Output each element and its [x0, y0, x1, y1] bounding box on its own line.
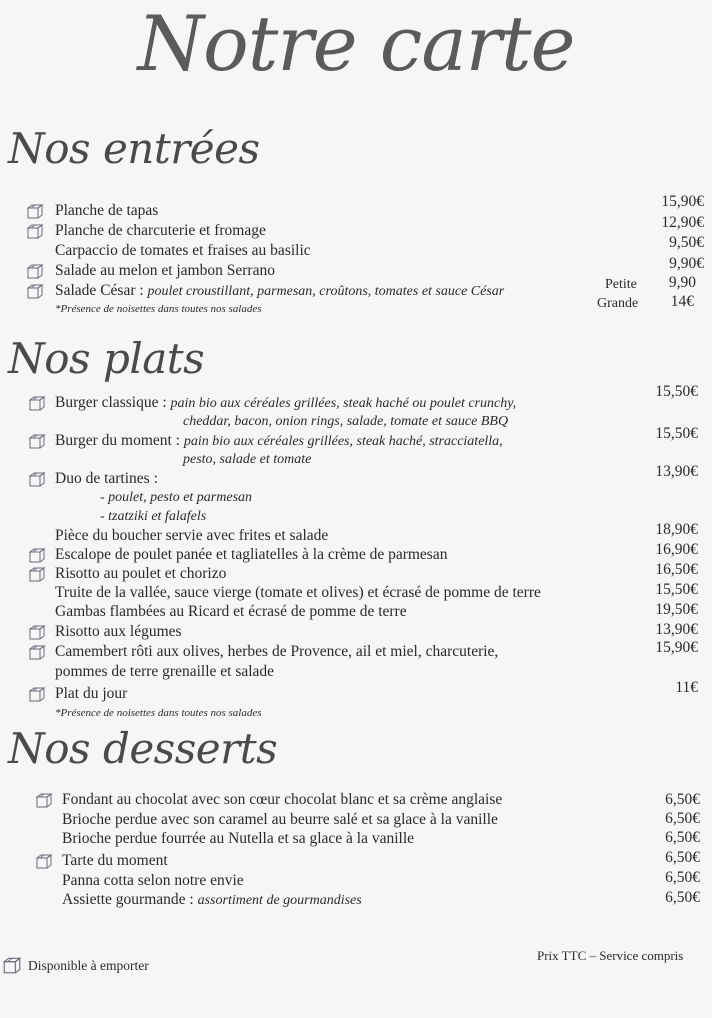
menu-item — [0, 642, 712, 662]
menu-item-name: Tarte du moment — [62, 852, 168, 869]
menu-item-price: 11€ — [675, 679, 698, 696]
menu-item-name: Plat du jour — [55, 685, 128, 702]
menu-item-description: pain bio aux céréales grillées, steak haché, stracciatella, — [183, 434, 503, 449]
menu-item — [0, 545, 712, 565]
menu-item-name: Risotto aux légumes — [55, 623, 182, 640]
menu-item-name: Salade au melon et jambon Serrano — [55, 262, 275, 279]
menu-item-price: 9,90€ — [669, 255, 704, 272]
menu-item-price: 15,50€ — [655, 425, 698, 442]
menu-item-price: 12,90€ — [661, 214, 704, 231]
size-price: 9,90 — [668, 274, 696, 291]
menu-item-name: Brioche perdue fourrée au Nutella et sa glace à la vanille — [62, 830, 415, 847]
menu-item-name: Camembert rôti aux olives, herbes de Provence, ail et miel, charcuterie, — [55, 643, 499, 660]
menu-item-price: 19,50€ — [655, 601, 698, 618]
menu-item-price: 9,50€ — [669, 234, 704, 251]
menu-item — [0, 564, 712, 584]
menu-item — [0, 790, 712, 810]
menu-item — [0, 526, 712, 546]
takeaway-box-icon — [26, 263, 44, 279]
takeaway-box-icon — [35, 853, 53, 869]
takeaway-box-icon — [2, 956, 22, 974]
menu-item-name: Gambas flambées au Ricard et écrasé de pomme de terre — [55, 603, 407, 620]
takeaway-box-icon — [26, 223, 44, 239]
takeaway-box-icon — [28, 433, 46, 449]
menu-item — [0, 684, 712, 704]
menu-item-name: Duo de tartines : — [55, 470, 158, 487]
menu-item-name: Panna cotta selon notre envie — [62, 872, 244, 889]
menu-item-name: pommes de terre grenaille et salade — [55, 663, 275, 680]
menu-item-price: 6,50€ — [665, 829, 700, 846]
menu-item — [0, 622, 712, 642]
menu-item — [0, 871, 712, 891]
menu-item-name: Escalope de poulet panée et tagliatelles à la crème de parmesan — [55, 546, 448, 563]
takeaway-box-icon — [28, 547, 46, 563]
menu-item-description: pain bio aux céréales grillées, steak haché ou poulet crunchy, — [170, 396, 517, 411]
takeaway-box-icon — [28, 644, 46, 660]
menu-item-name: Risotto au poulet et chorizo — [55, 565, 227, 582]
takeaway-box-icon — [28, 566, 46, 582]
section-title-plats: Nos plats — [8, 334, 205, 383]
section-title-entrees: Nos entrées — [8, 124, 260, 173]
menu-item — [0, 393, 712, 413]
allergen-note: *Présence de noisettes dans toutes nos salades — [55, 707, 262, 719]
menu-item-price: 6,50€ — [665, 849, 700, 866]
menu-item — [0, 201, 712, 221]
takeaway-box-icon — [26, 283, 44, 299]
menu-item-name: Pièce du boucher servie avec frites et salade — [55, 527, 329, 544]
menu-item-price: 15,90€ — [661, 193, 704, 210]
menu-item — [0, 810, 712, 830]
menu-item — [0, 602, 712, 622]
menu-item-price: 18,90€ — [655, 521, 698, 538]
menu-item — [0, 851, 712, 871]
menu-item-price: 6,50€ — [665, 869, 700, 886]
menu-item — [0, 221, 712, 241]
menu-item-name: Burger du moment : pain bio aux céréales grillées, steak haché, stracciatella, — [55, 432, 503, 449]
menu-item-price: 6,50€ — [665, 889, 700, 906]
takeaway-box-icon — [35, 792, 53, 808]
menu-item-name: Carpaccio de tomates et fraises au basilic — [55, 242, 311, 259]
menu-item-description: pesto, salade et tomate — [183, 452, 312, 467]
menu-item — [0, 583, 712, 603]
menu-item-price: 15,50€ — [655, 581, 698, 598]
menu-item-option: - poulet, pesto et parmesan — [100, 490, 253, 505]
menu-item-price: 13,90€ — [655, 621, 698, 638]
takeaway-box-icon — [26, 203, 44, 219]
menu-item-name: Burger classique : pain bio aux céréales grillées, steak haché ou poulet crunchy, — [55, 394, 517, 411]
menu-item-price: 16,50€ — [655, 561, 698, 578]
size-label: Grande — [597, 296, 639, 311]
menu-item-price: 16,90€ — [655, 541, 698, 558]
menu-item-price: 6,50€ — [665, 810, 700, 827]
menu-item — [0, 431, 712, 451]
menu-item-name: Fondant au chocolat avec son cœur chocolat blanc et sa crème anglaise — [62, 791, 503, 808]
takeaway-box-icon — [28, 395, 46, 411]
allergen-note: *Présence de noisettes dans toutes nos salades — [55, 303, 262, 315]
page-title: Notre carte — [137, 0, 575, 88]
menu-item-option: - tzatziki et falafels — [100, 509, 207, 524]
takeaway-box-icon — [28, 624, 46, 640]
size-label: Petite — [605, 277, 637, 292]
menu-item-description: cheddar, bacon, onion rings, salade, tomate et sauce BBQ — [183, 414, 509, 429]
menu-item-price: 13,90€ — [655, 463, 698, 480]
menu-item-name: Brioche perdue avec son caramel au beurre salé et sa glace à la vanille — [62, 811, 498, 828]
menu-item-price: 15,50€ — [655, 383, 698, 400]
menu-item-name: Truite de la vallée, sauce vierge (tomate et olives) et écrasé de pomme de terre — [55, 584, 541, 601]
section-title-desserts: Nos desserts — [8, 724, 278, 773]
size-price: 14€ — [670, 293, 694, 310]
menu-item — [0, 829, 712, 849]
menu-item-name: Planche de tapas — [55, 202, 159, 219]
prices-note: Prix TTC – Service compris — [537, 948, 684, 963]
takeaway-box-icon — [28, 686, 46, 702]
menu-item-price: 6,50€ — [665, 791, 700, 808]
menu-item-name: Salade César : poulet croustillant, parmesan, croûtons, tomates et sauce César — [55, 282, 505, 299]
menu-item — [0, 469, 712, 489]
menu-item-description: poulet croustillant, parmesan, croûtons, tomates et sauce César — [147, 284, 505, 299]
takeaway-box-icon — [28, 471, 46, 487]
menu-item-name: Assiette gourmande : assortiment de gourmandises — [62, 891, 362, 908]
menu-item-price: 15,90€ — [655, 639, 698, 656]
menu-item-name: Planche de charcuterie et fromage — [55, 222, 266, 239]
legend-label: Disponible à emporter — [28, 958, 149, 973]
menu-item — [0, 241, 712, 261]
menu-item-description: assortiment de gourmandises — [197, 893, 362, 908]
menu-item — [0, 890, 712, 910]
